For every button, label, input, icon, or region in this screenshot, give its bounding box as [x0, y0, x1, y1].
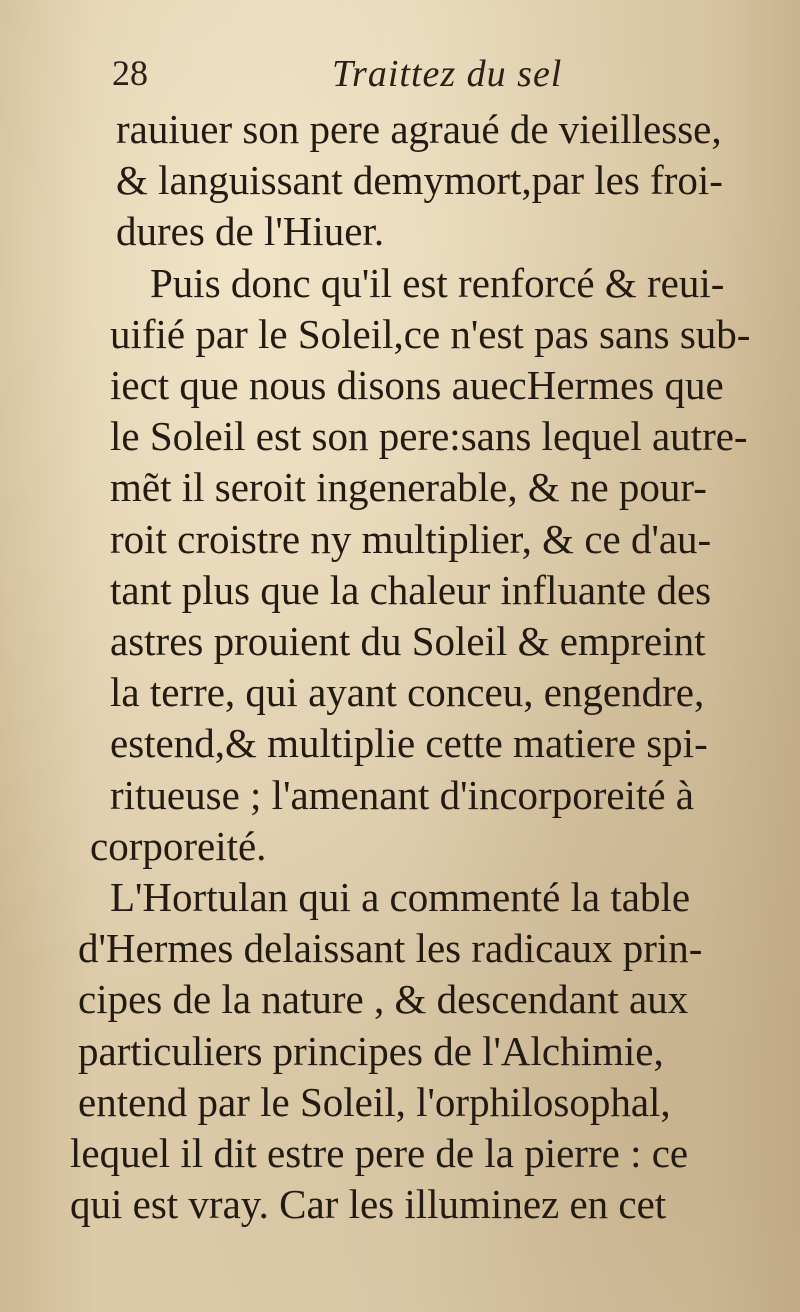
text-line: cipes de la nature , & descendant aux	[78, 976, 689, 1023]
text-line: L'Hortulan qui a commenté la table	[110, 874, 691, 921]
text-line: estend,& multiplie cette matiere spi-	[110, 720, 708, 767]
page-number: 28	[112, 53, 148, 93]
text-line: mẽt il seroit ingenerable, & ne pour-	[110, 464, 707, 511]
text-line: & languissant demymort,par les froi-	[116, 157, 723, 204]
text-line: iect que nous disons auecHermes que	[110, 362, 724, 409]
text-line: tant plus que la chaleur influante des	[110, 566, 712, 613]
text-line: uifié par le Soleil,ce n'est pas sans sub-	[110, 310, 751, 357]
text-line: lequel il dit estre pere de la pierre : ce	[70, 1130, 689, 1177]
body-text	[70, 104, 760, 1230]
text-line: entend par le Soleil, l'orphilosophal,	[78, 1078, 671, 1125]
text-line: rauiuer son pere agraué de vieillesse,	[116, 106, 722, 152]
text-line: roit croistre ny multiplier, & ce d'au-	[110, 515, 712, 562]
page-header	[112, 52, 612, 102]
text-line: d'Hermes delaissant les radicaux prin-	[78, 925, 703, 972]
text-line: astres prouient du Soleil & empreint	[110, 618, 706, 665]
text-line: qui est vray. Car les illuminez en cet	[70, 1181, 667, 1228]
text-line: le Soleil est son pere:sans lequel autre-	[110, 413, 748, 460]
text-line: corporeité.	[90, 822, 267, 869]
text-line: ritueuse ; l'amenant d'incorporeité à	[110, 771, 694, 818]
text-line: dures de l'Hiuer.	[116, 208, 385, 255]
running-title: Traittez du sel	[332, 53, 563, 95]
text-line: la terre, qui ayant conceu, engendre,	[110, 669, 705, 716]
text-line: particuliers principes de l'Alchimie,	[78, 1027, 664, 1074]
text-line: Puis donc qu'il est renforcé & reui-	[150, 259, 725, 306]
